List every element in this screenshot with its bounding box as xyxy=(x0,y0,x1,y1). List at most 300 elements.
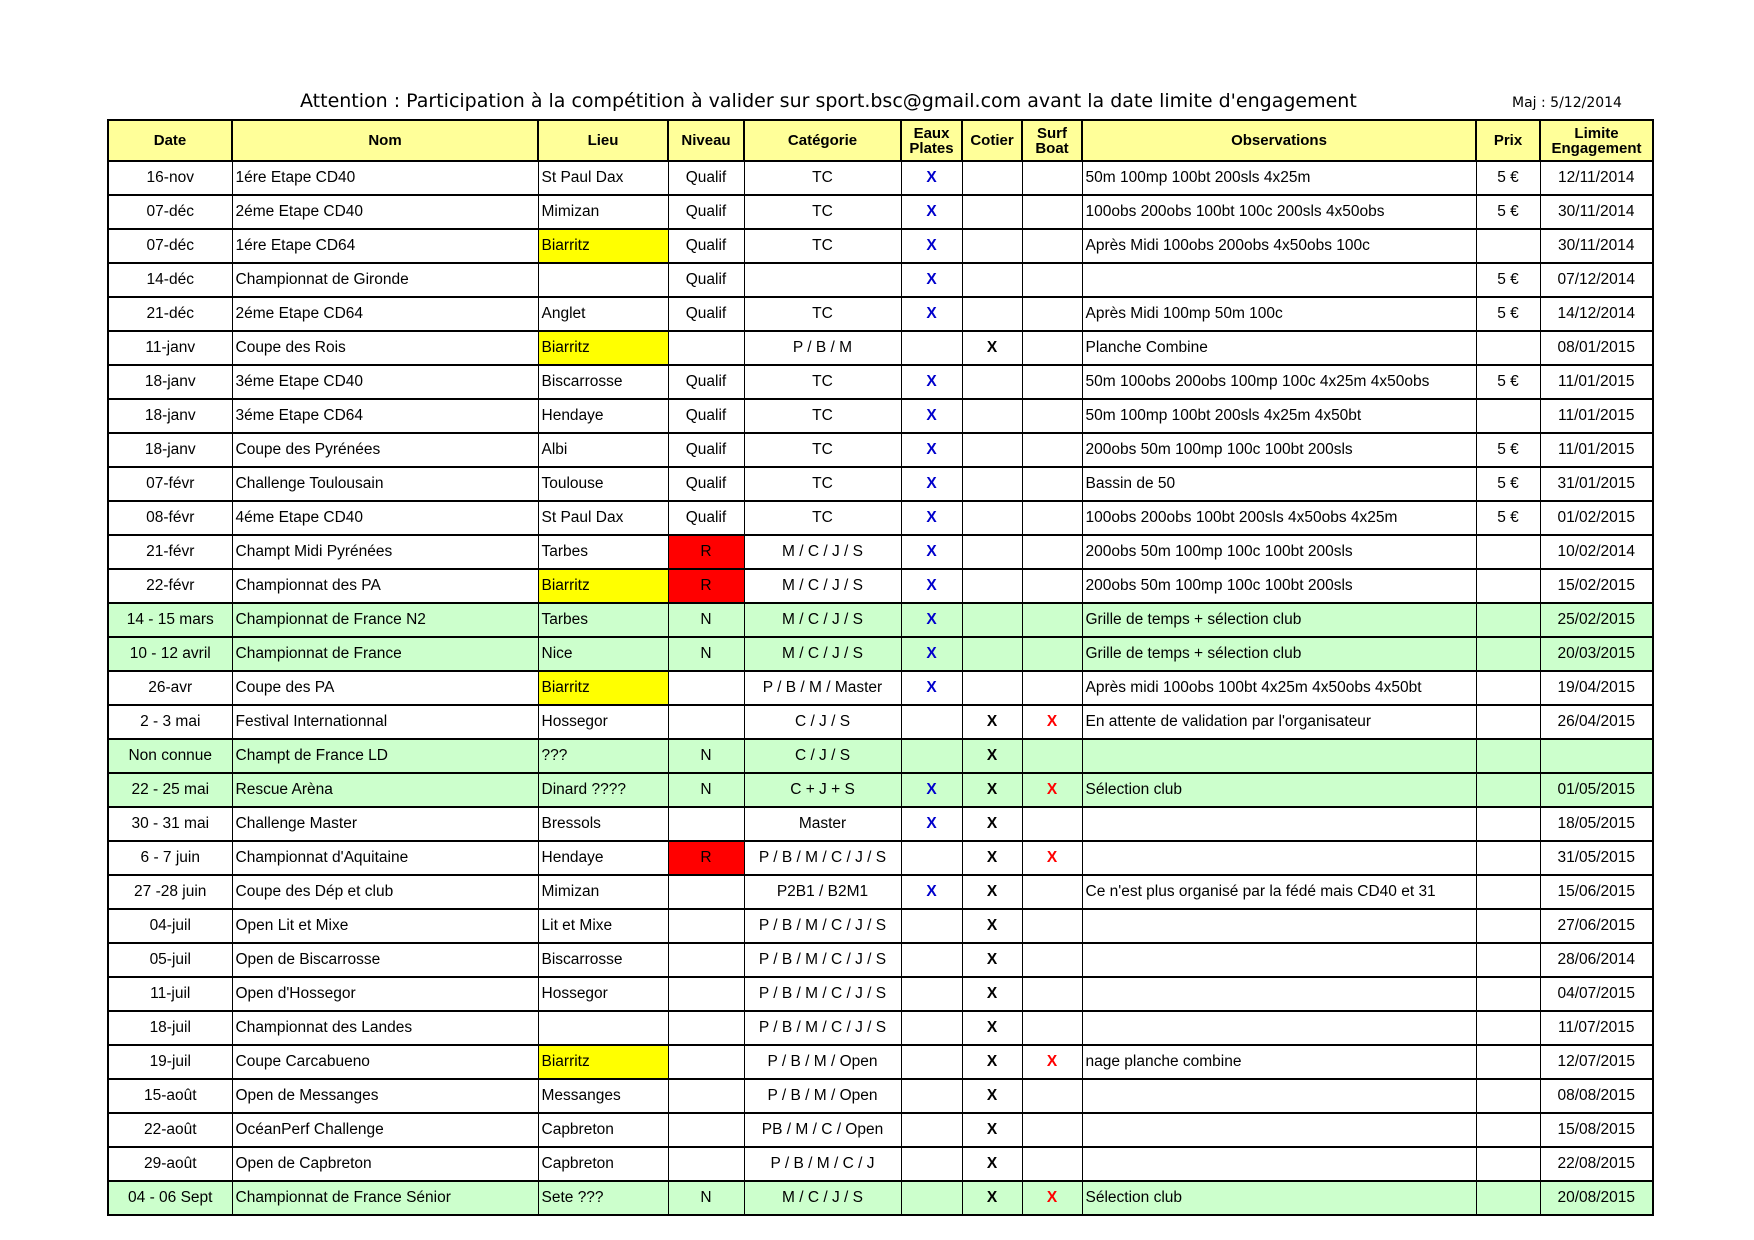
cell-lieu xyxy=(538,603,668,637)
cell-categorie-text: TC xyxy=(812,237,833,254)
cell-date-text: 18-janv xyxy=(144,373,196,390)
cell-cotier xyxy=(962,603,1022,637)
cell-observations xyxy=(1082,977,1476,1011)
cell-limite-text: 01/02/2015 xyxy=(1557,509,1636,526)
cell-limite xyxy=(1540,535,1653,569)
cell-date xyxy=(108,569,232,603)
cell-niveau xyxy=(668,637,744,671)
cell-categorie-text: P / B / M xyxy=(792,339,853,356)
cell-cotier xyxy=(962,705,1022,739)
cell-cotier-text: X xyxy=(986,849,998,866)
cell-niveau-text: Qualif xyxy=(685,373,727,390)
cell-categorie xyxy=(744,535,901,569)
cell-nom xyxy=(232,467,538,501)
cell-observations xyxy=(1082,399,1476,433)
table-row xyxy=(108,1045,1653,1079)
cell-limite xyxy=(1540,1045,1653,1079)
cell-nom xyxy=(232,1181,538,1215)
cell-categorie xyxy=(744,1113,901,1147)
cell-prix xyxy=(1476,501,1540,535)
cell-surf-boat xyxy=(1022,535,1082,569)
cell-categorie xyxy=(744,1045,901,1079)
cell-cotier-text: X xyxy=(986,713,998,730)
cell-limite xyxy=(1540,263,1653,297)
cell-cotier xyxy=(962,773,1022,807)
cell-prix-text: 5 € xyxy=(1497,271,1519,288)
cell-observations xyxy=(1082,433,1476,467)
cell-cotier-text: X xyxy=(986,883,998,900)
cell-prix xyxy=(1476,603,1540,637)
table-row xyxy=(108,1181,1653,1215)
table-row xyxy=(108,331,1653,365)
cell-categorie-text: M / C / J / S xyxy=(782,645,863,662)
cell-observations xyxy=(1082,909,1476,943)
cell-limite-text: 30/11/2014 xyxy=(1558,203,1635,220)
cell-eaux-plates-text: X xyxy=(926,203,937,220)
cell-lieu xyxy=(538,569,668,603)
cell-eaux-plates xyxy=(901,1079,962,1113)
cell-categorie xyxy=(744,161,901,195)
cell-limite-text: 12/11/2014 xyxy=(1558,169,1635,186)
cell-limite-text: 11/01/2015 xyxy=(1558,407,1635,424)
cell-niveau xyxy=(668,1181,744,1215)
cell-eaux-plates xyxy=(901,671,962,705)
cell-observations xyxy=(1082,1011,1476,1045)
cell-lieu-text: Mimizan xyxy=(541,203,600,220)
cell-lieu-text: Sete ??? xyxy=(541,1189,604,1206)
cell-lieu-text: Dinard ???? xyxy=(541,781,626,798)
cell-prix xyxy=(1476,195,1540,229)
cell-categorie xyxy=(744,977,901,1011)
cell-date xyxy=(108,977,232,1011)
cell-lieu-text: Tarbes xyxy=(541,543,589,560)
cell-date-text: 27 -28 juin xyxy=(134,883,207,900)
cell-categorie-text: TC xyxy=(812,169,833,186)
cell-observations xyxy=(1082,161,1476,195)
cell-nom xyxy=(232,977,538,1011)
table-row xyxy=(108,1147,1653,1181)
cell-date xyxy=(108,1011,232,1045)
cell-limite xyxy=(1540,1011,1653,1045)
cell-observations-text: Après midi 100obs 100bt 4x25m 4x50obs 4x50bt xyxy=(1085,679,1422,696)
cell-cotier-text: X xyxy=(986,1155,998,1172)
cell-surf-boat xyxy=(1022,1045,1082,1079)
cell-lieu-text: ??? xyxy=(541,747,568,764)
cell-categorie-text: P / B / M / C / J / S xyxy=(758,951,887,968)
cell-nom xyxy=(232,1011,538,1045)
cell-eaux-plates xyxy=(901,637,962,671)
cell-eaux-plates xyxy=(901,1147,962,1181)
cell-categorie-text: P / B / M / C / J xyxy=(770,1155,875,1172)
cell-lieu xyxy=(538,161,668,195)
cell-lieu-text: Lit et Mixe xyxy=(541,917,613,934)
cell-cotier xyxy=(962,841,1022,875)
cell-observations xyxy=(1082,1045,1476,1079)
cell-prix-text: 5 € xyxy=(1497,203,1519,220)
cell-categorie-text: M / C / J / S xyxy=(782,611,863,628)
cell-observations-text: 200obs 50m 100mp 100c 100bt 200sls xyxy=(1085,577,1353,594)
table-row xyxy=(108,977,1653,1011)
cell-prix xyxy=(1476,433,1540,467)
cell-nom xyxy=(232,161,538,195)
cell-categorie-text: P / B / M / Open xyxy=(767,1087,878,1104)
cell-date xyxy=(108,297,232,331)
table-row xyxy=(108,297,1653,331)
cell-lieu xyxy=(538,841,668,875)
cell-date xyxy=(108,467,232,501)
cell-niveau xyxy=(668,467,744,501)
table-row xyxy=(108,603,1653,637)
cell-surf-boat xyxy=(1022,467,1082,501)
cell-nom-text: Championnat d'Aquitaine xyxy=(235,849,409,866)
cell-nom-text: 1ére Etape CD40 xyxy=(235,169,356,186)
cell-prix xyxy=(1476,569,1540,603)
cell-categorie xyxy=(744,399,901,433)
cell-limite xyxy=(1540,705,1653,739)
cell-date-text: 19-juil xyxy=(149,1053,191,1070)
cell-date-text: 04-juil xyxy=(149,917,191,934)
cell-niveau-text: N xyxy=(700,747,712,764)
table-header-row xyxy=(108,120,1653,161)
cell-observations xyxy=(1082,501,1476,535)
cell-lieu-text: St Paul Dax xyxy=(541,169,624,186)
cell-prix xyxy=(1476,1011,1540,1045)
cell-lieu-text: Biscarrosse xyxy=(541,373,623,390)
cell-lieu xyxy=(538,1113,668,1147)
cell-nom xyxy=(232,909,538,943)
cell-surf-boat xyxy=(1022,229,1082,263)
cell-date-text: 11-juil xyxy=(150,985,191,1002)
cell-cotier-text: X xyxy=(986,815,998,832)
table-row xyxy=(108,195,1653,229)
cell-eaux-plates xyxy=(901,943,962,977)
cell-lieu xyxy=(538,501,668,535)
cell-surf-boat xyxy=(1022,501,1082,535)
cell-lieu xyxy=(538,807,668,841)
cell-cotier-text: X xyxy=(986,1019,998,1036)
cell-limite xyxy=(1540,807,1653,841)
cell-nom-text: Rescue Arèna xyxy=(235,781,333,798)
cell-niveau-text: N xyxy=(700,1189,712,1206)
table-row xyxy=(108,263,1653,297)
cell-lieu xyxy=(538,637,668,671)
cell-categorie xyxy=(744,1011,901,1045)
cell-prix-text: 5 € xyxy=(1497,441,1519,458)
cell-cotier xyxy=(962,943,1022,977)
cell-limite xyxy=(1540,637,1653,671)
cell-date xyxy=(108,229,232,263)
cell-prix xyxy=(1476,943,1540,977)
cell-lieu-text: Toulouse xyxy=(541,475,604,492)
cell-date xyxy=(108,433,232,467)
cell-eaux-plates xyxy=(901,1181,962,1215)
cell-surf-boat xyxy=(1022,807,1082,841)
cell-prix-text: 5 € xyxy=(1497,509,1519,526)
cell-date-text: 15-août xyxy=(143,1087,197,1104)
cell-cotier xyxy=(962,671,1022,705)
cell-limite xyxy=(1540,773,1653,807)
cell-surf-boat xyxy=(1022,1181,1082,1215)
cell-prix xyxy=(1476,909,1540,943)
cell-nom xyxy=(232,1113,538,1147)
cell-categorie-text: C + J + S xyxy=(790,781,855,798)
cell-lieu-text: Biscarrosse xyxy=(541,951,623,968)
cell-cotier xyxy=(962,263,1022,297)
cell-niveau xyxy=(668,365,744,399)
cell-categorie-text: C / J / S xyxy=(794,747,851,764)
cell-observations xyxy=(1082,637,1476,671)
cell-cotier xyxy=(962,229,1022,263)
cell-categorie-text: TC xyxy=(812,509,833,526)
cell-niveau xyxy=(668,909,744,943)
cell-limite-text: 19/04/2015 xyxy=(1557,679,1636,696)
cell-prix xyxy=(1476,1113,1540,1147)
cell-limite xyxy=(1540,297,1653,331)
cell-cotier xyxy=(962,909,1022,943)
cell-categorie xyxy=(744,331,901,365)
cell-categorie xyxy=(744,229,901,263)
cell-nom-text: Festival Internationnal xyxy=(235,713,388,730)
cell-prix xyxy=(1476,297,1540,331)
cell-eaux-plates xyxy=(901,467,962,501)
table-row xyxy=(108,1113,1653,1147)
cell-observations-text: 200obs 50m 100mp 100c 100bt 200sls xyxy=(1085,543,1353,560)
cell-cotier xyxy=(962,1045,1022,1079)
cell-limite-text: 31/01/2015 xyxy=(1557,475,1636,492)
cell-limite xyxy=(1540,1079,1653,1113)
cell-nom-text: Challenge Master xyxy=(235,815,357,832)
cell-limite xyxy=(1540,943,1653,977)
cell-categorie xyxy=(744,195,901,229)
cell-nom xyxy=(232,1045,538,1079)
cell-nom xyxy=(232,297,538,331)
cell-prix xyxy=(1476,1147,1540,1181)
cell-categorie-text: P / B / M / C / J / S xyxy=(758,985,887,1002)
cell-categorie xyxy=(744,501,901,535)
cell-categorie xyxy=(744,807,901,841)
cell-prix xyxy=(1476,705,1540,739)
cell-categorie-text: TC xyxy=(812,475,833,492)
cell-lieu-text: Nice xyxy=(541,645,573,662)
cell-surf-boat xyxy=(1022,671,1082,705)
cell-nom-text: 3éme Etape CD64 xyxy=(235,407,364,424)
cell-cotier-text: X xyxy=(986,951,998,968)
cell-observations-text: Après Midi 100obs 200obs 4x50obs 100c xyxy=(1085,237,1370,254)
cell-lieu xyxy=(538,705,668,739)
cell-date-text: 08-févr xyxy=(146,509,195,526)
cell-limite-text: 18/05/2015 xyxy=(1557,815,1636,832)
table-row xyxy=(108,161,1653,195)
cell-prix xyxy=(1476,841,1540,875)
cell-prix xyxy=(1476,1079,1540,1113)
cell-date xyxy=(108,1181,232,1215)
cell-eaux-plates xyxy=(901,297,962,331)
cell-nom-text: Open d'Hossegor xyxy=(235,985,356,1002)
col-header-limite-label: Limite Engagement xyxy=(1551,124,1642,157)
cell-limite-text: 27/06/2015 xyxy=(1557,917,1636,934)
cell-eaux-plates-text: X xyxy=(926,475,937,492)
cell-limite xyxy=(1540,365,1653,399)
cell-date-text: 30 - 31 mai xyxy=(131,815,210,832)
cell-niveau xyxy=(668,1113,744,1147)
cell-limite xyxy=(1540,161,1653,195)
cell-surf-boat xyxy=(1022,841,1082,875)
cell-observations-text: 100obs 200obs 100bt 200sls 4x50obs 4x25m xyxy=(1085,509,1398,526)
cell-limite-text: 22/08/2015 xyxy=(1557,1155,1636,1172)
cell-categorie xyxy=(744,705,901,739)
cell-nom-text: Coupe Carcabueno xyxy=(235,1053,370,1070)
cell-eaux-plates-text: X xyxy=(926,577,937,594)
cell-date xyxy=(108,603,232,637)
cell-cotier xyxy=(962,365,1022,399)
cell-categorie xyxy=(744,1147,901,1181)
cell-lieu xyxy=(538,773,668,807)
table-row xyxy=(108,569,1653,603)
cell-limite xyxy=(1540,331,1653,365)
cell-nom-text: Coupe des PA xyxy=(235,679,335,696)
cell-observations xyxy=(1082,1079,1476,1113)
cell-categorie-text: M / C / J / S xyxy=(782,543,863,560)
cell-eaux-plates-text: X xyxy=(926,305,937,322)
cell-nom-text: Championnat des Landes xyxy=(235,1019,413,1036)
cell-niveau-text: N xyxy=(700,645,712,662)
cell-eaux-plates-text: X xyxy=(926,407,937,424)
cell-lieu xyxy=(538,297,668,331)
cell-niveau xyxy=(668,161,744,195)
cell-prix xyxy=(1476,1045,1540,1079)
cell-nom-text: Championnat de Gironde xyxy=(235,271,409,288)
cell-eaux-plates-text: X xyxy=(926,373,937,390)
cell-categorie-text: M / C / J / S xyxy=(782,1189,863,1206)
cell-niveau xyxy=(668,739,744,773)
cell-prix xyxy=(1476,807,1540,841)
cell-cotier xyxy=(962,1079,1022,1113)
cell-categorie-text: TC xyxy=(812,203,833,220)
cell-prix-text: 5 € xyxy=(1497,373,1519,390)
cell-eaux-plates xyxy=(901,1045,962,1079)
cell-niveau xyxy=(668,229,744,263)
cell-categorie xyxy=(744,467,901,501)
cell-categorie xyxy=(744,263,901,297)
cell-observations xyxy=(1082,331,1476,365)
cell-date xyxy=(108,1045,232,1079)
cell-categorie-text: P / B / M / C / J / S xyxy=(758,849,887,866)
cell-limite xyxy=(1540,1147,1653,1181)
cell-surf-boat xyxy=(1022,909,1082,943)
cell-cotier xyxy=(962,569,1022,603)
col-header-eaux-plates-label: Eaux Plates xyxy=(909,124,954,157)
cell-observations xyxy=(1082,841,1476,875)
cell-niveau-text: N xyxy=(700,781,712,798)
cell-surf-boat xyxy=(1022,1147,1082,1181)
cell-date-text: 07-déc xyxy=(146,237,194,254)
cell-surf-boat-text: X xyxy=(1046,1053,1058,1070)
table-row xyxy=(108,705,1653,739)
cell-categorie xyxy=(744,875,901,909)
cell-eaux-plates xyxy=(901,705,962,739)
cell-date-text: 18-janv xyxy=(144,407,196,424)
cell-limite-text: 08/08/2015 xyxy=(1557,1087,1636,1104)
cell-date-text: 6 - 7 juin xyxy=(140,849,200,866)
cell-prix xyxy=(1476,977,1540,1011)
table-row xyxy=(108,433,1653,467)
cell-niveau-text: Qualif xyxy=(685,169,727,186)
cell-nom-text: Open Lit et Mixe xyxy=(235,917,349,934)
cell-cotier-text: X xyxy=(986,747,998,764)
cell-lieu xyxy=(538,331,668,365)
cell-limite-text: 25/02/2015 xyxy=(1557,611,1636,628)
cell-surf-boat xyxy=(1022,433,1082,467)
table-row xyxy=(108,399,1653,433)
cell-lieu xyxy=(538,977,668,1011)
cell-observations-text: Sélection club xyxy=(1085,1189,1183,1206)
cell-date xyxy=(108,263,232,297)
cell-date xyxy=(108,909,232,943)
cell-niveau xyxy=(668,399,744,433)
cell-cotier xyxy=(962,501,1022,535)
cell-niveau-text: N xyxy=(700,611,712,628)
cell-niveau xyxy=(668,1147,744,1181)
cell-limite-text: 26/04/2015 xyxy=(1557,713,1636,730)
cell-cotier xyxy=(962,467,1022,501)
cell-surf-boat xyxy=(1022,297,1082,331)
cell-categorie-text: M / C / J / S xyxy=(782,577,863,594)
cell-lieu-text: Biarritz xyxy=(541,577,590,594)
cell-limite-text: 07/12/2014 xyxy=(1557,271,1636,288)
cell-cotier xyxy=(962,535,1022,569)
cell-niveau-text: R xyxy=(700,849,712,866)
cell-nom-text: 3éme Etape CD40 xyxy=(235,373,364,390)
cell-observations xyxy=(1082,671,1476,705)
col-header-niveau: Niveau xyxy=(668,120,744,161)
cell-eaux-plates-text: X xyxy=(926,815,937,832)
cell-niveau xyxy=(668,331,744,365)
cell-date xyxy=(108,365,232,399)
col-header-lieu: Lieu xyxy=(538,120,668,161)
cell-cotier xyxy=(962,1113,1022,1147)
cell-limite-text: 14/12/2014 xyxy=(1557,305,1636,322)
col-header-surf-boat xyxy=(1022,120,1082,161)
cell-surf-boat xyxy=(1022,943,1082,977)
cell-lieu xyxy=(538,1181,668,1215)
cell-categorie xyxy=(744,365,901,399)
cell-date xyxy=(108,1079,232,1113)
cell-prix xyxy=(1476,773,1540,807)
cell-nom-text: Challenge Toulousain xyxy=(235,475,384,492)
cell-lieu xyxy=(538,875,668,909)
cell-eaux-plates xyxy=(901,875,962,909)
cell-eaux-plates xyxy=(901,1011,962,1045)
cell-nom-text: Open de Biscarrosse xyxy=(235,951,381,968)
cell-nom-text: Championnat de France N2 xyxy=(235,611,426,628)
cell-eaux-plates xyxy=(901,977,962,1011)
cell-limite xyxy=(1540,399,1653,433)
cell-prix xyxy=(1476,535,1540,569)
cell-observations xyxy=(1082,1181,1476,1215)
table-row xyxy=(108,365,1653,399)
cell-niveau-text: Qualif xyxy=(685,305,727,322)
cell-date-text: 10 - 12 avril xyxy=(129,645,211,662)
cell-limite-text: 15/08/2015 xyxy=(1557,1121,1636,1138)
cell-prix xyxy=(1476,399,1540,433)
cell-niveau-text: Qualif xyxy=(685,509,727,526)
cell-observations xyxy=(1082,1147,1476,1181)
cell-nom xyxy=(232,739,538,773)
cell-limite xyxy=(1540,739,1653,773)
cell-cotier-text: X xyxy=(986,917,998,934)
cell-categorie xyxy=(744,1181,901,1215)
cell-cotier xyxy=(962,1011,1022,1045)
